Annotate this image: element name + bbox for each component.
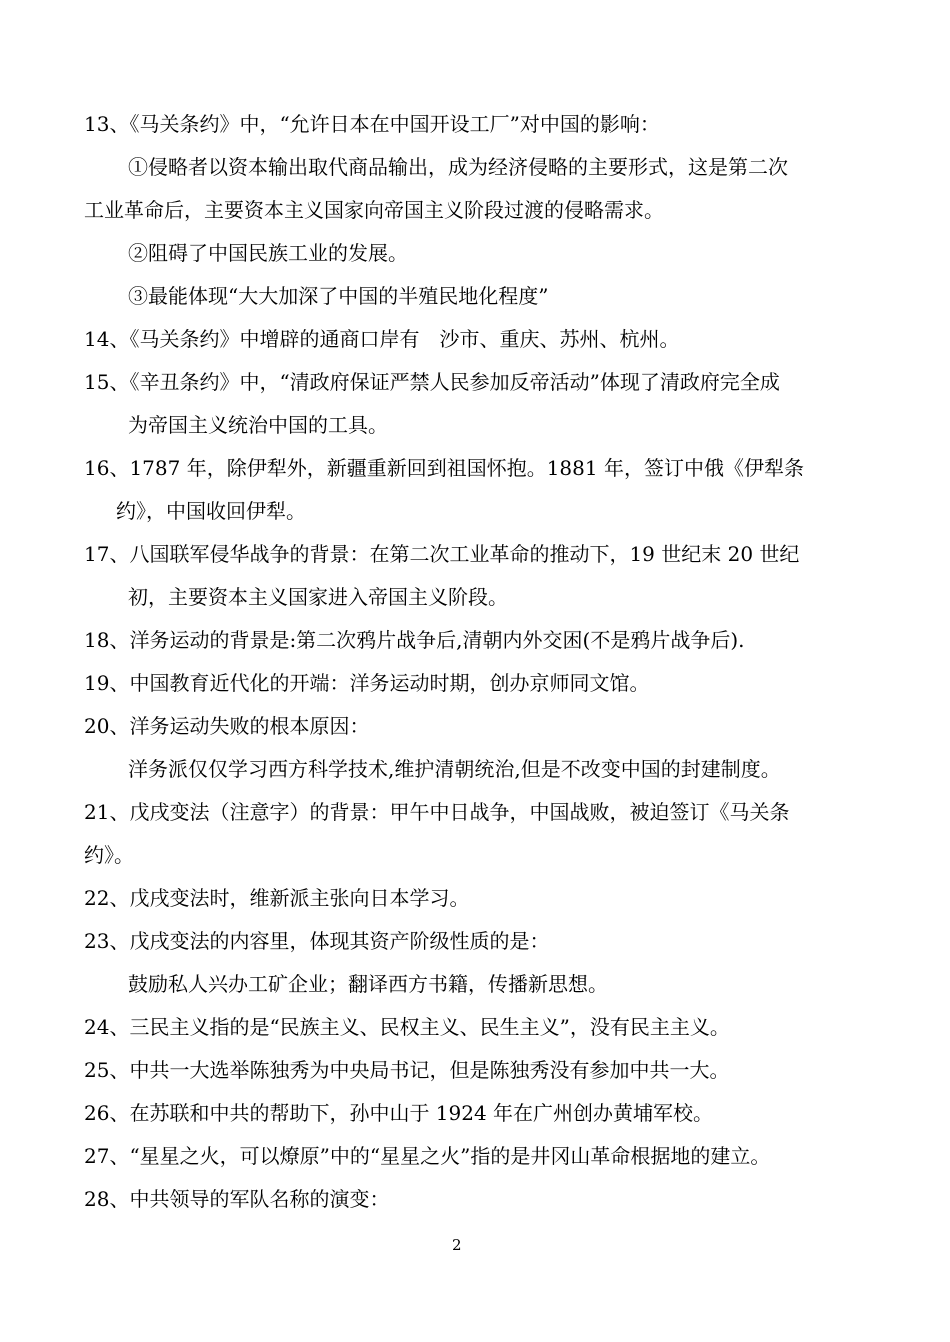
item-13-point-2: ②阻碍了中国民族工业的发展。 — [128, 241, 408, 265]
item-20-answer: 洋务派仅仅学习西方科学技术,维护清朝统治,但是不改变中国的封建制度。 — [128, 757, 781, 781]
item-26: 26、在苏联和中共的帮助下，孙中山于 1924 年在广州创办黄埔军校。 — [84, 1101, 714, 1125]
item-13-point-3: ③最能体现“大大加深了中国的半殖民地化程度” — [128, 284, 549, 308]
item-15: 15、《辛丑条约》中，“清政府保证严禁人民参加反帝活动”体现了清政府完全成 — [84, 370, 780, 394]
item-13-point-1: ①侵略者以资本输出取代商品输出，成为经济侵略的主要形式，这是第二次 — [128, 155, 788, 179]
item-18: 18、洋务运动的背景是:第二次鸦片战争后,清朝内外交困(不是鸦片战争后). — [84, 628, 745, 652]
item-14: 14、《马关条约》中增辟的通商口岸有 沙市、重庆、苏州、杭州。 — [84, 327, 680, 351]
item-17: 17、八国联军侵华战争的背景：在第二次工业革命的推动下，19 世纪末 20 世纪 — [84, 542, 800, 566]
item-23-answer: 鼓励私人兴办工矿企业；翻译西方书籍，传播新思想。 — [128, 972, 608, 996]
item-15-continued: 为帝国主义统治中国的工具。 — [128, 413, 388, 437]
item-22: 22、戊戌变法时，维新派主张向日本学习。 — [84, 886, 470, 910]
item-16-continued: 约》，中国收回伊犁。 — [116, 499, 306, 523]
item-16: 16、1787 年，除伊犁外，新疆重新回到祖国怀抱。1881 年，签订中俄《伊犁条 — [84, 456, 804, 480]
item-23-heading: 23、戊戌变法的内容里，体现其资产阶级性质的是： — [84, 929, 550, 953]
item-13-heading: 13、《马关条约》中，“允许日本在中国开设工厂”对中国的影响： — [84, 112, 660, 136]
page-number: 2 — [452, 1236, 462, 1254]
item-28: 28、中共领导的军队名称的演变： — [84, 1187, 390, 1211]
item-21-continued: 约》。 — [84, 843, 134, 867]
item-25: 25、中共一大选举陈独秀为中央局书记，但是陈独秀没有参加中共一大。 — [84, 1058, 730, 1082]
item-20-heading: 20、洋务运动失败的根本原因： — [84, 714, 370, 738]
item-13-point-1-continued: 工业革命后，主要资本主义国家向帝国主义阶段过渡的侵略需求。 — [84, 198, 664, 222]
item-17-continued: 初，主要资本主义国家进入帝国主义阶段。 — [128, 585, 508, 609]
item-21: 21、戊戌变法（注意字）的背景：甲午中日战争，中国战败，被迫签订《马关条 — [84, 800, 790, 824]
item-24: 24、三民主义指的是“民族主义、民权主义、民生主义”，没有民主主义。 — [84, 1015, 730, 1039]
item-27: 27、“星星之火，可以燎原”中的“星星之火”指的是井冈山革命根据地的建立。 — [84, 1144, 771, 1168]
item-19: 19、中国教育近代化的开端：洋务运动时期，创办京师同文馆。 — [84, 671, 650, 695]
